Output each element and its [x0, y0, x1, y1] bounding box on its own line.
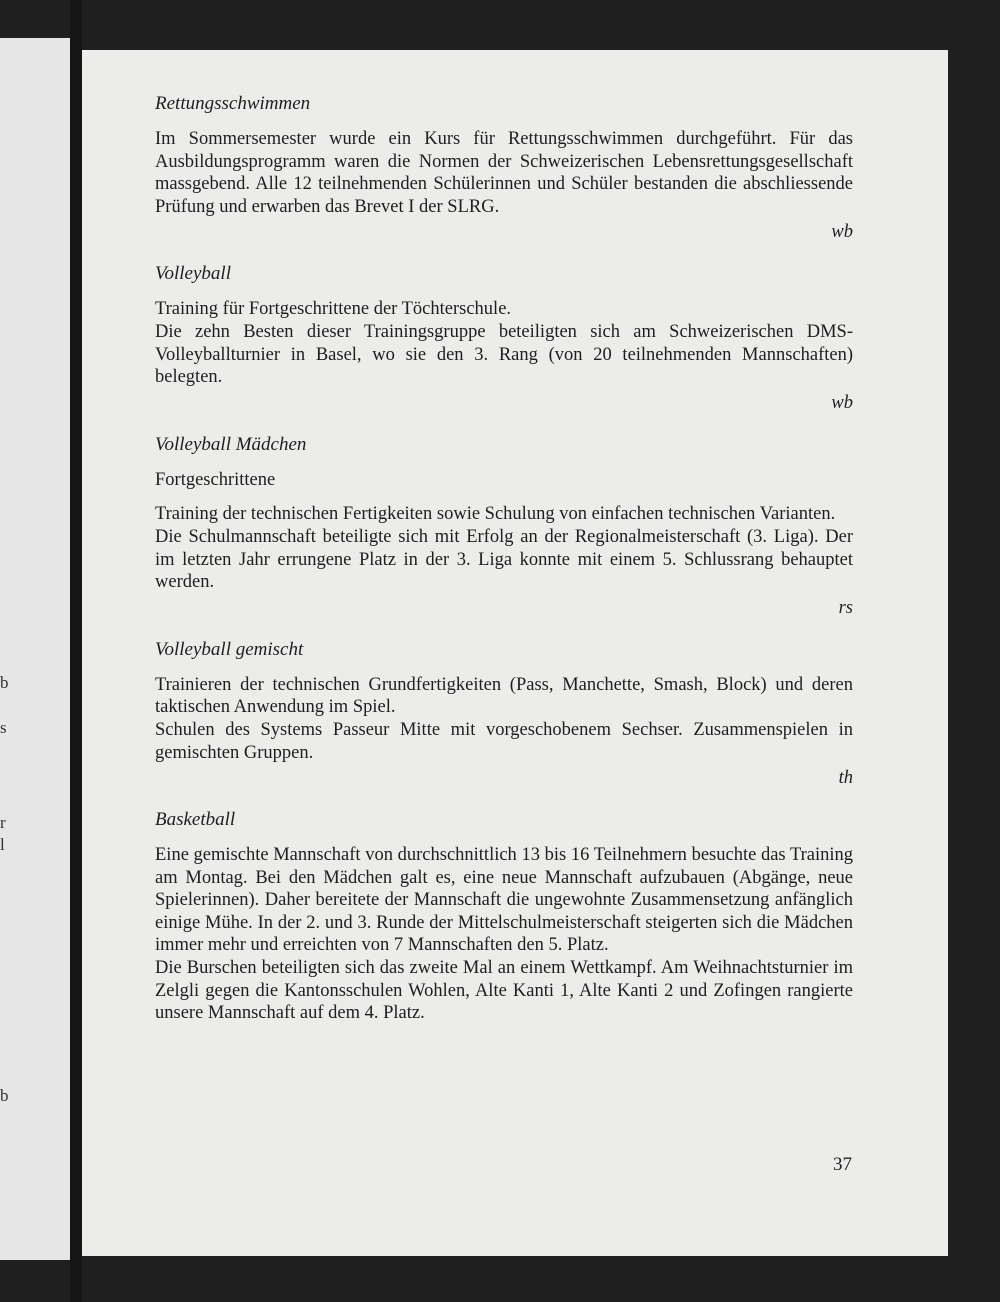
paragraph: Die zehn Besten dieser Trainingsgruppe beteiligten sich am Schweizerischen DMS-Volleyballturnier in Basel, wo sie den 3. Rang (von 20 teilnehmenden Mannschaften) belegten.: [155, 321, 853, 388]
section-heading: Basketball: [155, 809, 236, 831]
paragraph: Die Schulmannschaft beteiligte sich mit Erfolg an der Regionalmeisterschaft (3. Liga). Der im letzten Jahr errungene Platz in der 3. Liga konnte mit einem 5. Schlussrang behauptet werden.: [155, 526, 853, 593]
document-page: [82, 50, 948, 1256]
left-page-fragment: b: [0, 1086, 9, 1105]
book-gutter: [70, 0, 82, 1302]
section-heading: Volleyball gemischt: [155, 638, 304, 660]
left-page-fragment: b: [0, 673, 9, 692]
paragraph: Training der technischen Fertigkeiten sowie Schulung von einfachen technischen Varianten.: [155, 504, 836, 525]
author-signature: wb: [831, 392, 853, 413]
left-page-edge: [0, 38, 78, 1260]
page-number: 37: [833, 1154, 852, 1175]
page-content: [155, 92, 853, 1025]
author-signature: wb: [831, 222, 853, 243]
subheading: Fortgeschrittene: [155, 469, 276, 490]
section-volleyball: [155, 262, 853, 414]
section-heading: Volleyball Mädchen: [155, 433, 307, 455]
paragraph: Training für Fortgeschrittene der Töchterschule.: [155, 299, 512, 320]
left-page-fragment: s: [0, 718, 7, 737]
author-signature: th: [838, 768, 853, 789]
section-heading: Volleyball: [155, 263, 231, 285]
section-rettungsschwimmen: [155, 92, 853, 244]
section-heading: Rettungsschwimmen: [155, 93, 311, 114]
paragraph: Die Burschen beteiligten sich das zweite Mal an einem Wettkampf. Am Weihnachtsturnier im Zelgli gegen die Kantonsschulen Wohlen, Alte Kanti 1, Alte Kanti 2 und Zofingen rangierte unsere Mannschaft auf dem 4. Platz.: [155, 958, 853, 1024]
section-basketball: [155, 808, 853, 1025]
paragraph: Schulen des Systems Passeur Mitte mit vorgeschobenem Sechser. Zusammenspielen in gemischten Gruppen.: [155, 719, 853, 763]
author-signature: rs: [838, 597, 853, 618]
paragraph: Eine gemischte Mannschaft von durchschnittlich 13 bis 16 Teilnehmern besuchte das Training am Montag. Bei den Mädchen galt es, eine neue Mannschaft aufzubauen (Abgänge, neue Spielerinnen). Daher bereitete der Mannschaft die ungewohnte Zusammensetzung anfänglich einige Mühe. In der 2. und 3. Runde der Mittelschulmeisterschaft steigerten sich die Mädchen immer mehr und erreichten von 7 Mannschaften den 5. Platz.: [155, 845, 853, 956]
section-volleyball-gemischt: [155, 638, 853, 790]
paragraph: Trainieren der technischen Grundfertigkeiten (Pass, Manchette, Smash, Block) und deren taktischen Anwendung im Spiel.: [155, 674, 853, 718]
paragraph: Im Sommersemester wurde ein Kurs für Rettungsschwimmen durchgeführt. Für das Ausbildungsprogramm waren die Normen der Schweizerischen Lebensrettungsgesellschaft massgebend. Alle 12 teilnehmenden Schülerinnen und Schüler bestanden die abschliessende Prüfung und erwarben das Brevet I der SLRG.: [155, 129, 853, 217]
section-volleyball-maedchen: [155, 433, 853, 620]
left-page-fragment: r: [0, 813, 6, 832]
left-page-fragment: l: [0, 835, 5, 854]
